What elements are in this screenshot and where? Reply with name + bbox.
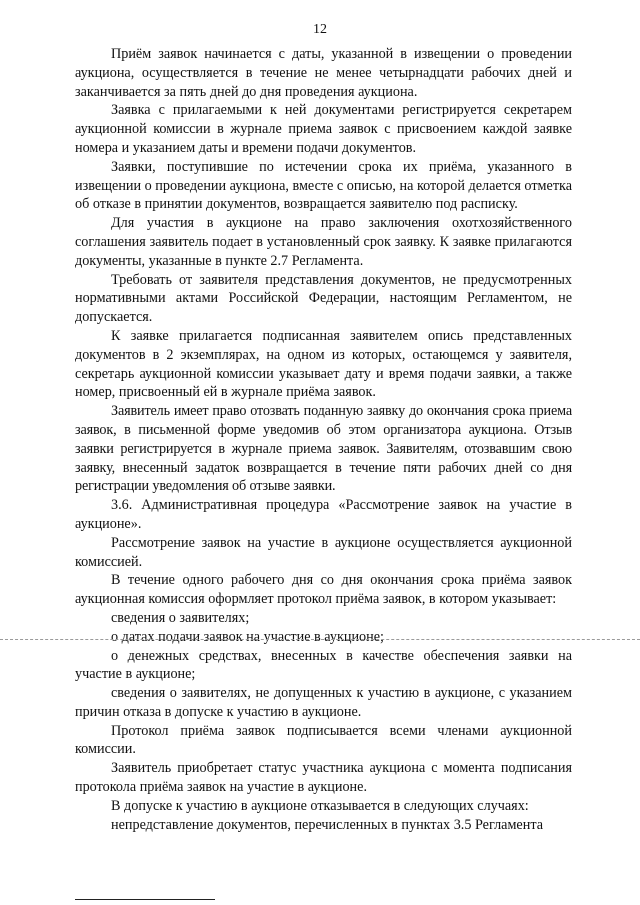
paragraph-participation-conditions: Для участия в аукционе на право заключения охотхозяйственного соглашения заявитель подает в установленный срок заявку. К заявке прилагаются документы, указанные в пункте 2.7 Регламента. [75, 215, 572, 269]
section-heading-3-6: 3.6. Административная процедура «Рассмотрение заявок на участие в аукционе». [75, 497, 572, 532]
list-item-rejected-applicants: сведения о заявителях, не допущенных к участию в аукционе, с указанием причин отказа в допуске к участию в аукционе. [75, 685, 572, 720]
paragraph-protocol-signing: Протокол приёма заявок подписывается всеми членами аукционной комиссии. [75, 722, 572, 758]
dashed-cut-line [0, 639, 640, 640]
paragraph-participant-status: Заявитель приобретает статус участника аукциона с момента подписания протокола приёма заявок на участие в аукционе. [75, 760, 572, 796]
paragraph-inventory: К заявке прилагается подписанная заявителем опись представленных документов в 2 экземплярах, на одном из которых, остающемся у заявителя, секретарь аукционной комиссии указывает дату и время подачи заявки, а также номер, присвоенный ей в журнале приёма заявок. [75, 327, 572, 401]
footnote-rule [75, 899, 215, 900]
document-body [75, 45, 572, 834]
list-item-deposits: о денежных средствах, внесенных в качестве обеспечения заявки на участие в аукционе; [75, 647, 572, 683]
paragraph-late-applications: Заявки, поступившие по истечении срока их приёма, указанного в извещении о проведении аукциона, вместе с описью, на которой делается отметка об отказе в принятии документов, возвращается заявителю под расписку. [75, 158, 572, 213]
paragraph-withdrawal: Заявитель имеет право отозвать поданную заявку до окончания срока приема заявок, в письменной форме уведомив об этом организатора аукциона. Отзыв заявки регистрируется в журнале приема заявок. Заявителям, отозвавшим свою заявку, внесенный задаток возвращается в течение пяти рабочих дней со дня регистрации уведомления об отзыве заявки. [75, 403, 572, 495]
paragraph-application-start: Приём заявок начинается с даты, указанной в извещении о проведении аукциона, осуществляется в течение не менее четырнадцати рабочих дней и заканчивается за пять дней до дня проведения аукциона. [75, 46, 572, 100]
paragraph-protocol: В течение одного рабочего дня со дня окончания срока приёма заявок аукционная комиссия оформляет протокол приёма заявок, в котором указывает: [75, 572, 572, 608]
page-number: 12 [313, 22, 327, 37]
paragraph-application-registration: Заявка с прилагаемыми к ней документами регистрируется секретарем аукционной комиссии в журнале приема заявок с присвоением каждой заявке номера и указанием даты и времени подачи документов. [75, 102, 572, 156]
paragraph-document-requirements: Требовать от заявителя представления документов, не предусмотренных нормативными актами Российской Федерации, настоящим Регламентом, не допускается. [75, 271, 572, 326]
paragraph-refusal-cases: В допуске к участию в аукционе отказывается в следующих случаях: [111, 797, 529, 814]
paragraph-missing-documents: непредставление документов, перечисленных в пунктах 3.5 Регламента [111, 816, 543, 833]
paragraph-review-by-commission: Рассмотрение заявок на участие в аукционе осуществляется аукционной комиссией. [75, 534, 572, 570]
list-item-submission-dates: о датах подачи заявок на участие в аукционе; [111, 628, 384, 645]
list-item-applicants: сведения о заявителях; [111, 609, 250, 626]
